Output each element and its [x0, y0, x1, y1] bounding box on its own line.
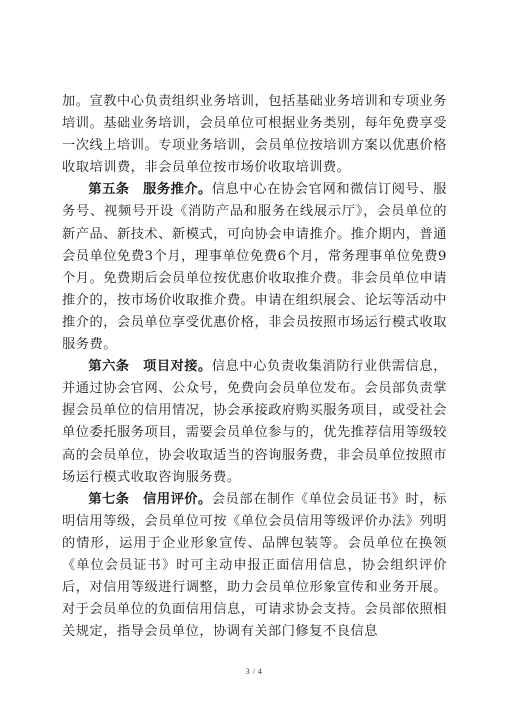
paragraph-text: 信息中心在协会官网和微信订阅号、服务号、视频号开设《消防产品和服务在线展示厅》，会员单位的新产品、新技术、新模式，可向协会申请推介。推介期内，普通会员单位免费3个月，理事单位免费6个月，常务理事单位免费9个月。免费期后会员单位按优惠价收取推介费。非会员单位申请推介的，按市场价收取推介费。申请在组织展会、论坛等活动中推介的，会员单位享受优惠价格，非会员按照市场运行模式收取服务费。	[62, 182, 447, 353]
article-six-project-matching	[62, 356, 447, 489]
document-body	[62, 91, 447, 643]
article-seven-credit-evaluation	[62, 489, 447, 644]
paragraph-text: 会员部在制作《单位会员证书》时，标明信用等级，会员单位可按《单位会员信用等级评价办法》列明的情形，运用于企业形象宣传、品牌包装等。会员单位在换领《单位会员证书》时可主动申报正面信用信息，协会组织评价后，对信用等级进行调整，助力会员单位形象宣传和业务开展。对于会员单位的负面信用信息，可请求协会支持。会员部依照相关规定，指导会员单位，协调有关部门修复不良信息	[62, 491, 447, 640]
article-heading: 第六条 项目对接。	[88, 359, 212, 375]
paragraph-training	[62, 91, 447, 179]
article-heading: 第五条 服务推介。	[88, 182, 212, 198]
paragraph-text: 信息中心负责收集消防行业供需信息，并通过协会官网、公众号，免费向会员单位发布。会员部负责掌握会员单位的信用情况，协会承接政府购买服务项目，或受社会单位委托服务项目，需要会员单位参与的，优先推荐信用等级较高的会员单位，协会收取适当的咨询服务费，非会员单位按照市场运行模式收取咨询服务费。	[62, 359, 447, 485]
paragraph-text: 加。宣教中心负责组织业务培训，包括基础业务培训和专项业务培训。基础业务培训，会员单位可根据业务类别，每年免费享受一次线上培训。专项业务培训，会员单位按培训方案以优惠价格收取培训费，非会员单位按市场价收取培训费。	[62, 94, 447, 176]
article-five-service-promotion	[62, 179, 447, 356]
article-heading: 第七条 信用评价。	[88, 491, 212, 507]
page-number-footer: 3 / 4	[245, 667, 263, 676]
